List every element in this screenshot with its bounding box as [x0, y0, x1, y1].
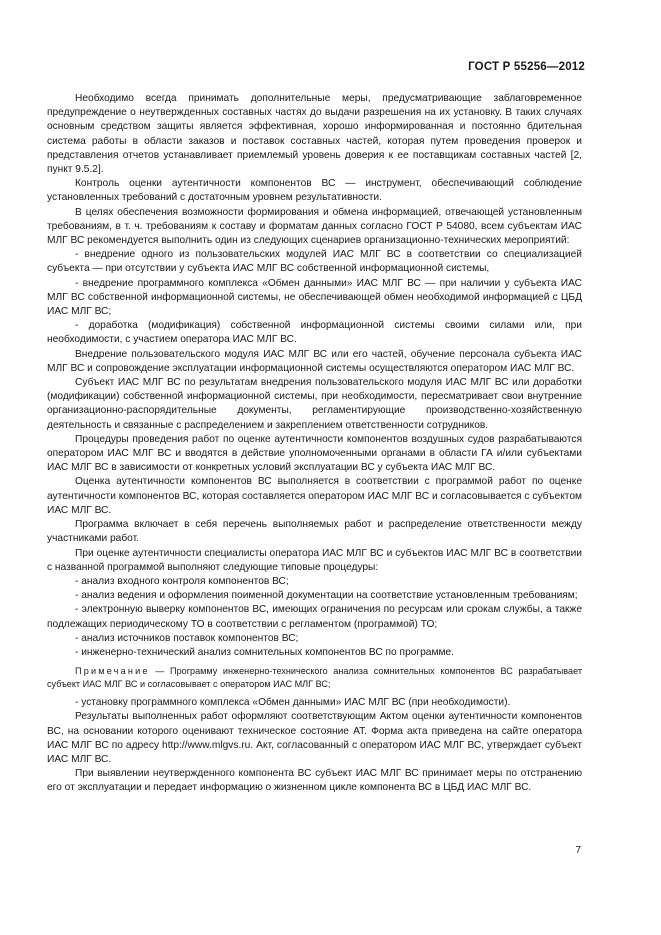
- paragraph: Субъект ИАС МЛГ ВС по результатам внедрения пользовательского модуля ИАС МЛГ ВС или доработки (модификации) собственной информационной системы, при необходимости, пересматривает свои внутренние организационно-распорядительные документы, регламентирующие производственно-хозяйственную деятельность и связанные с распределением и закреплением ответственности сотрудников.: [47, 377, 582, 431]
- paragraph: При оценке аутентичности специалисты оператора ИАС МЛГ ВС и субъектов ИАС МЛГ ВС в соответствии с названной программой выполняют следующие типовые процедуры:: [47, 547, 582, 573]
- list-item: - анализ входного контроля компонентов ВС;: [75, 575, 289, 587]
- list-item: - внедрение программного комплекса «Обмен данными» ИАС МЛГ ВС — при наличии у субъекта ИАС МЛГ ВС собственной информационной системы, не обеспечивающей обмен необходимой информацией с ЦБД ИАС МЛГ ВС;: [47, 277, 582, 318]
- list-item: - электронную выверку компонентов ВС, имеющих ограничения по ресурсам или срокам службы, а также подлежащих периодическому ТО в соответствии с регламентом (программой) ТО;: [47, 604, 582, 630]
- note-label: Примечание: [75, 666, 150, 677]
- document-body: [47, 92, 582, 796]
- list-item: - анализ источников поставок компонентов ВС;: [75, 632, 299, 644]
- paragraph: При выявлении неутвержденного компонента ВС субъект ИАС МЛГ ВС принимает меры по отстранению его от эксплуатации и передает информацию о жизненном цикле компонента ВС в ЦБД ИАС МЛГ ВС.: [47, 768, 582, 794]
- list-item: - инженерно-технический анализ сомнительных компонентов ВС по программе.: [75, 646, 454, 658]
- paragraph: Необходимо всегда принимать дополнительные меры, предусматривающие заблаговременное предупреждение о неутвержденных составных частях до выдачи разрешения на их установку. В таких случаях основным средством защиты является эффективная, хорошо информированная и постоянно бдительная система работы в области заказов и поставок составных частей, которая путем проведения проверок и представления отчетов устанавливает приемлемый уровень доверия к ее поставщикам составных частей [2, пункт 9.5.2].: [47, 93, 582, 176]
- document-code-header: ГОСТ Р 55256—2012: [468, 61, 585, 73]
- note-text: — Программу инженерно-технического анализа сомнительных компонентов ВС разрабатывает субъект ИАС МЛГ ВС и согласовывает с оператором ИАС МЛГ ВС;: [47, 666, 582, 689]
- list-item: - анализ ведения и оформления поименной документации на соответствие установленным требованиям;: [75, 590, 578, 602]
- paragraph: Программа включает в себя перечень выполняемых работ и распределение ответственности между участниками работ.: [47, 519, 582, 545]
- paragraph: Внедрение пользовательского модуля ИАС МЛГ ВС или его частей, обучение персонала субъекта ИАС МЛГ ВС и сопровождение эксплуатации информационной системы осуществляются оператором ИАС МЛГ ВС.: [47, 348, 582, 374]
- paragraph: В целях обеспечения возможности формирования и обмена информацией, отвечающей установленным требованиям, в т. ч. требованиям к составу и форматам данных согласно ГОСТ Р 54080, всем субъектам ИАС МЛГ ВС рекомендуется выполнить один из следующих сценариев организационно-технических мероприятий:: [47, 206, 582, 247]
- list-item: - установку программного комплекса «Обмен данными» ИАС МЛГ ВС (при необходимости).: [75, 697, 511, 709]
- list-item: - внедрение одного из пользовательских модулей ИАС МЛГ ВС в соответствии со специализацией субъекта — при отсутствии у субъекта ИАС МЛГ ВС собственной информационной системы,: [47, 249, 582, 275]
- paragraph: Контроль оценки аутентичности компонентов ВС — инструмент, обеспечивающий соблюдение установленных требований с достаточным уровнем результативности.: [47, 178, 582, 204]
- paragraph: Процедуры проведения работ по оценке аутентичности компонентов воздушных судов разрабатываются оператором ИАС МЛГ ВС и вводятся в действие уполномоченными органами в области ГА и/или субъектами ИАС МЛГ ВС в зависимости от конкретных условий эксплуатации ВС у субъекта ИАС МЛГ ВС.: [47, 433, 582, 474]
- note: [47, 665, 582, 690]
- list-item: - доработка (модификация) собственной информационной системы своими силами или, при необходимости, с участием оператора ИАС МЛГ ВС.: [47, 320, 582, 346]
- paragraph: Оценка аутентичности компонентов ВС выполняется в соответствии с программой работ по оценке аутентичности компонентов ВС, которая составляется оператором ИАС МЛГ ВС и согласовывается с субъектом ИАС МЛГ ВС.: [47, 476, 582, 516]
- paragraph: Результаты выполненных работ оформляют соответствующим Актом оценки аутентичности компонентов ВС, на основании которого оценивают техническое состояние АТ. Форма акта приведена на сайте оператора ИАС МЛГ ВС по адресу http://www.mlgvs.ru. Акт, согласованный с оператором ИАС МЛГ ВС, утверждает субъект ИАС МЛГ ВС.: [47, 711, 582, 765]
- page-number: 7: [575, 845, 581, 856]
